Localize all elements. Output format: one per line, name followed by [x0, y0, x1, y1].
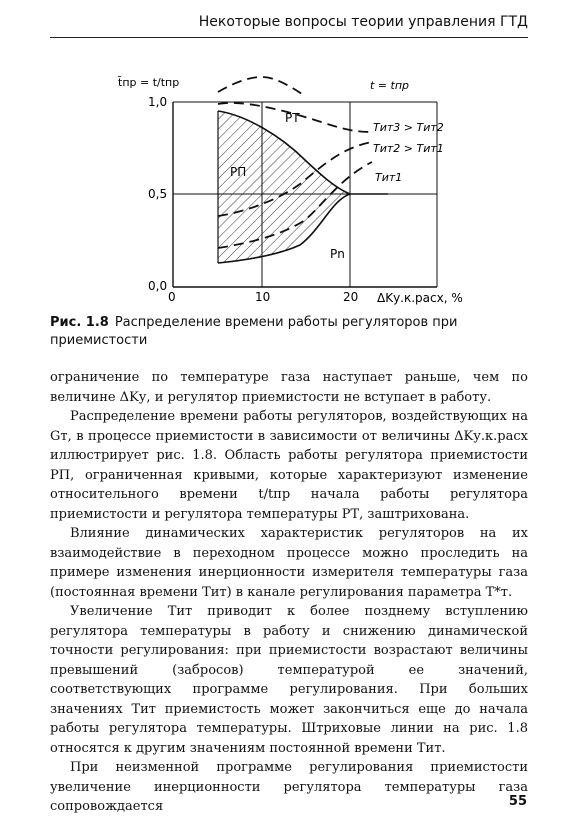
label-rp: РП [230, 165, 247, 179]
label-tit2: Tит2 > Tит1 [373, 142, 444, 155]
dashed-curve-t-eq [218, 77, 305, 96]
label-t-eq: t = tпр [370, 79, 410, 92]
paragraph-5: При неизменной программе регулирования приемистости увеличение инерционности регулятора температуры газа сопровождается [50, 760, 528, 814]
y-tick-0: 0,0 [148, 279, 168, 293]
paragraph-3: Влияние динамических характеристик регуляторов на их взаимодействие в переходном процессе можно проследить на примере изменения инерционности измерителя температуры газа (постоянная времени Tит) в канале регулирования параметра T*т. [50, 526, 528, 600]
x-tick-0: 0 [168, 290, 176, 304]
label-pn: Рn [330, 247, 345, 261]
header-rule [50, 37, 528, 38]
x-tick-20: 20 [343, 290, 359, 304]
rp-hatched-region [218, 111, 350, 263]
caption-number: Рис. 1.8 [50, 315, 109, 330]
y-tick-05: 0,5 [148, 187, 168, 201]
x-tick-10: 10 [255, 290, 271, 304]
paragraph-2: Распределение времени работы регуляторов, воздействующих на Gт, в процессе приемистости в зависимости от величины ΔKу.к.расх иллюстрирует рис. 1.8. Область работы регулятора приемистости РП, ограниченная кривыми, которые характеризуют изменение относительного времени t/tпр начала работы регулятора приемистости и регулятора температуры РТ, заштрихована. [50, 409, 528, 522]
paragraph-4: Увеличение Tит приводит к более позднему вступлению регулятора температуры в работу и снижению динамической точности регулирования: при приемистости возрастают величины превышений (забросов) температурой ее значений, соответствующих программе регулирования. При больших значениях Tит приемистость может закончиться еще до начала работы регулятора температуры. Штриховые линии на рис. 1.8 относятся к другим значениям постоянной времени Tит. [50, 604, 528, 756]
paragraph-1: ограничение по температуре газа наступает раньше, чем по величине ΔKу, и регулятор приемистости не вступает в работу. [50, 370, 528, 405]
figure-caption [50, 314, 528, 350]
figure-1-8 [0, 60, 573, 310]
x-axis-label: ΔKу.к.расх, % [377, 291, 463, 305]
y-axis-label: t̄пр = t/tпр [118, 76, 180, 89]
page-number: 55 [508, 794, 527, 809]
body-text [50, 368, 528, 817]
caption-text: Распределение времени работы регуляторов при приемистости [50, 315, 458, 348]
running-title: Некоторые вопросы теории управления ГТД [198, 14, 528, 30]
label-rt: РТ [285, 111, 300, 125]
label-tit1: Tит1 [375, 171, 403, 184]
label-tit3: Tит3 > Tит2 [373, 121, 444, 134]
y-tick-1: 1,0 [148, 95, 168, 109]
